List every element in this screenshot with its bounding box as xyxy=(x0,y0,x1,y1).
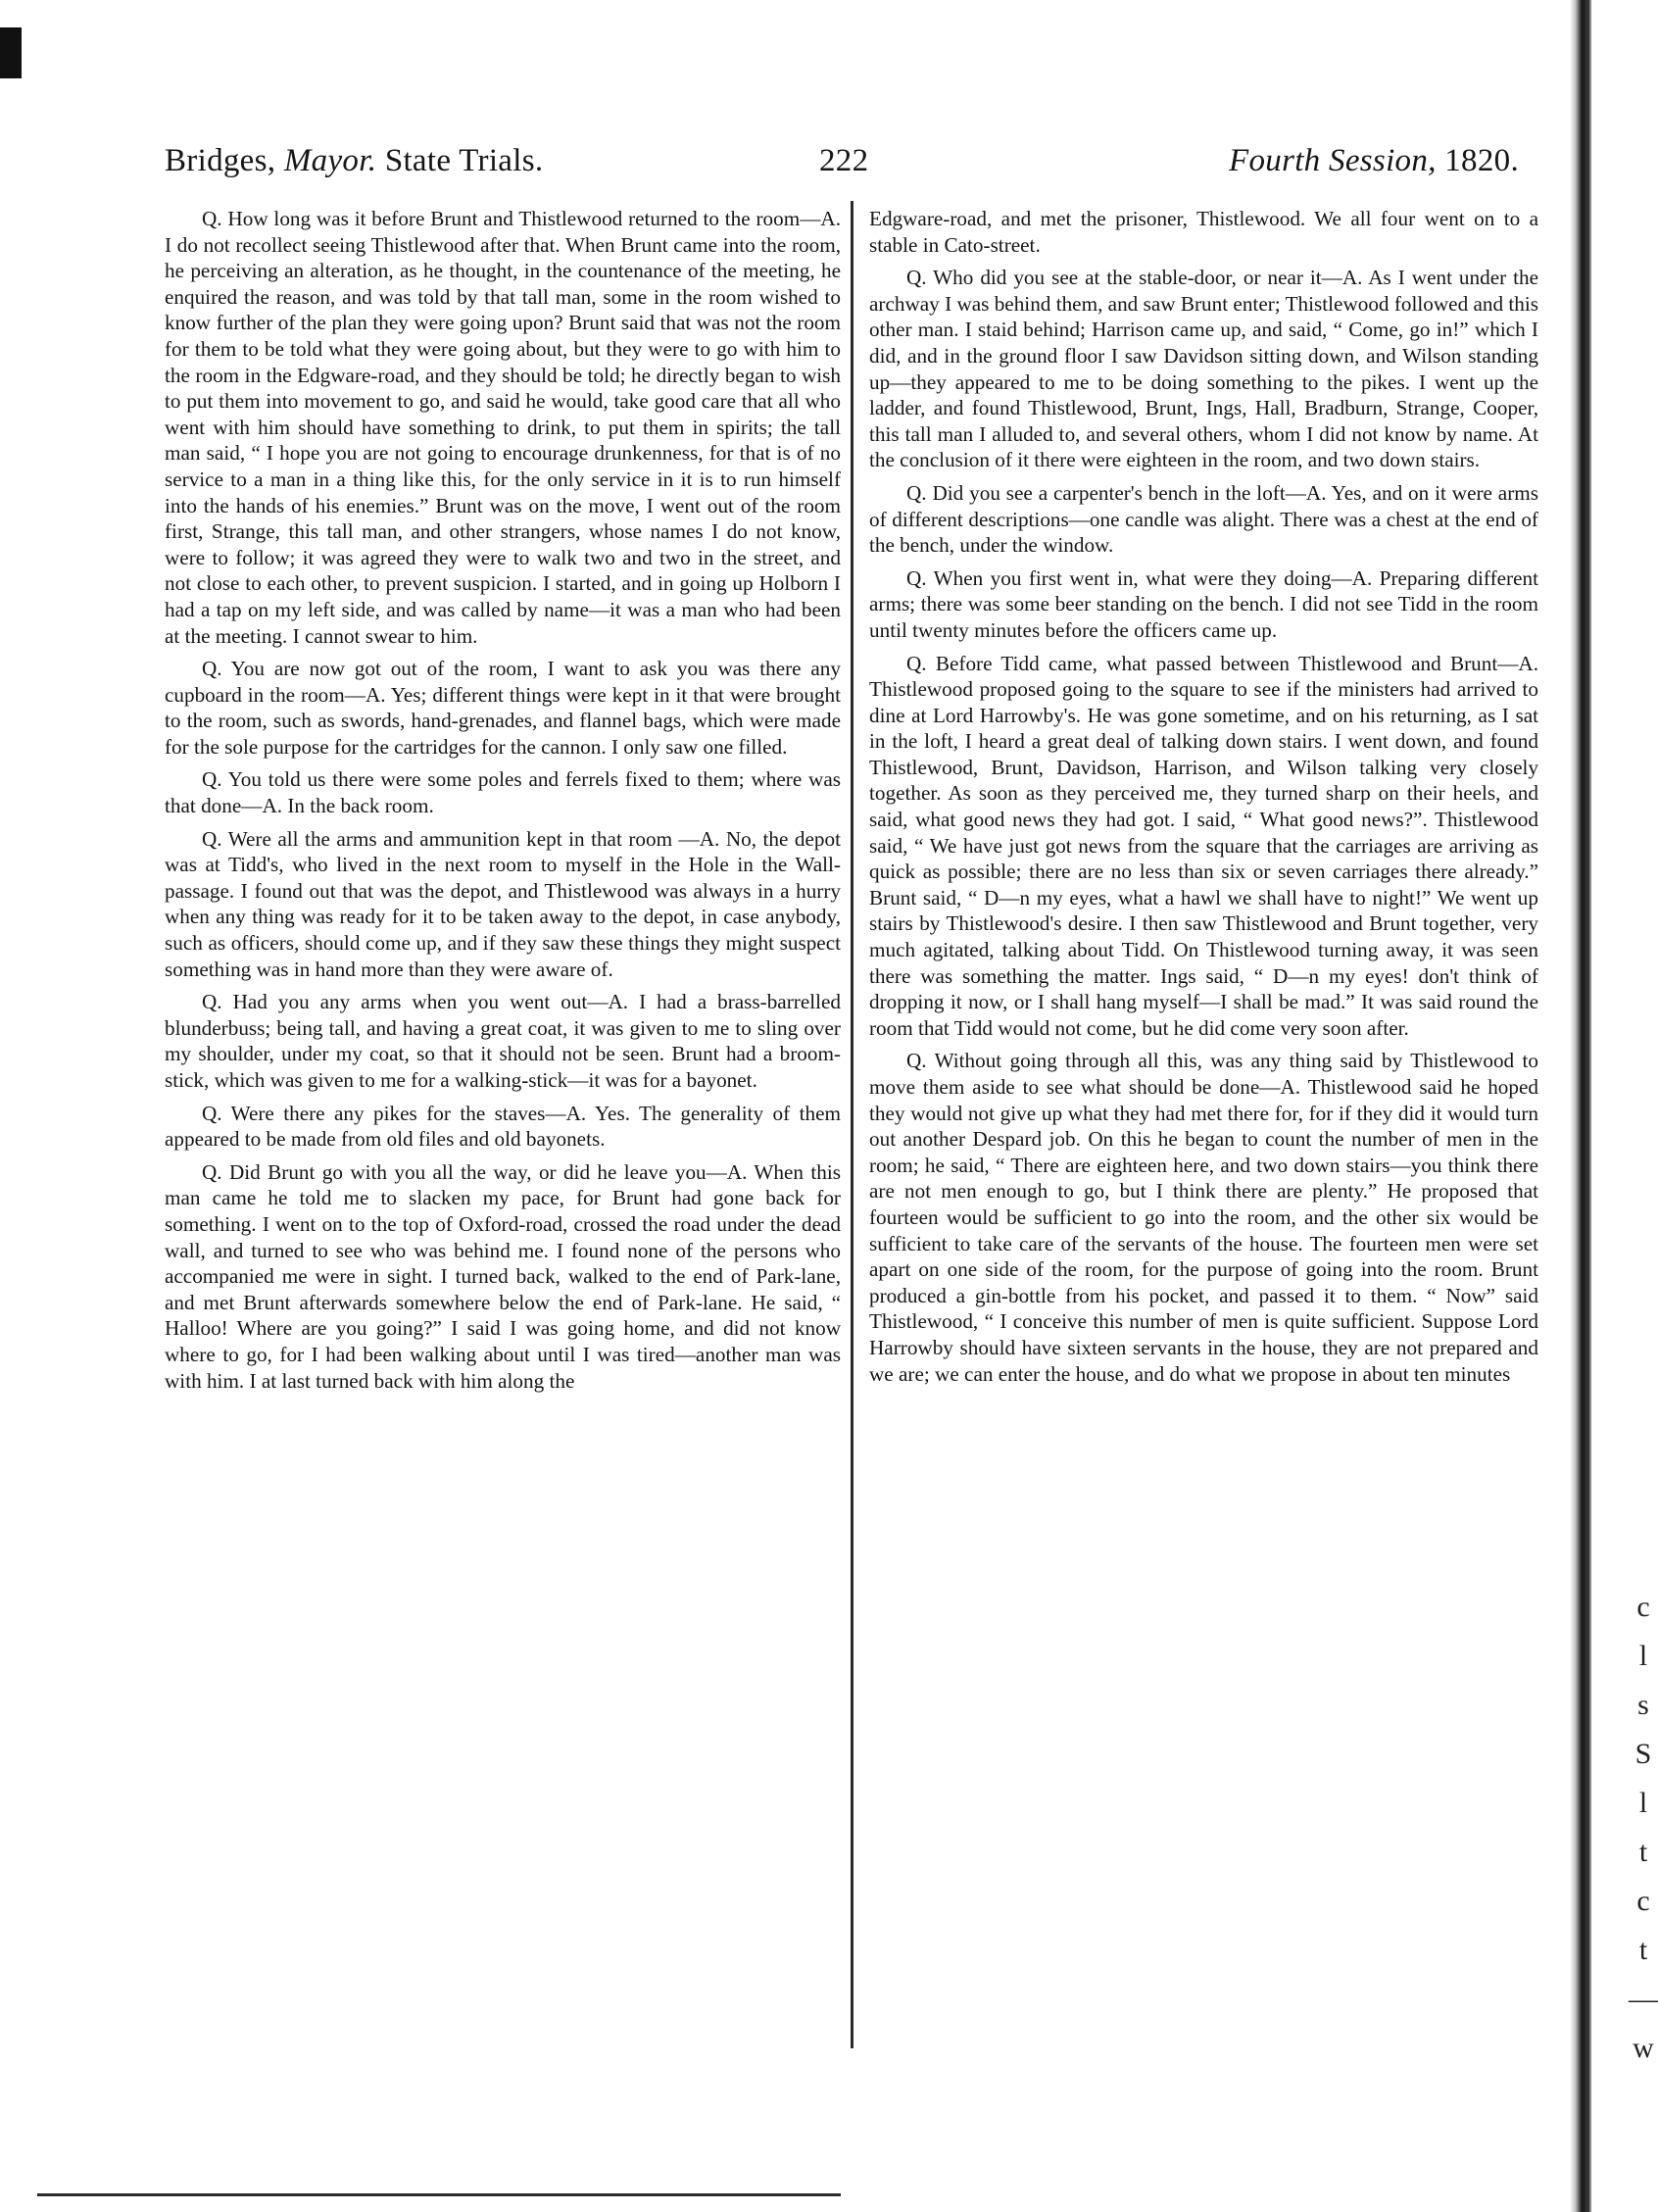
header-left xyxy=(165,143,543,179)
margin-fragment: l xyxy=(1638,1787,1648,1819)
right-column xyxy=(869,206,1538,2138)
left-column xyxy=(165,206,841,2138)
binding-edge xyxy=(1585,0,1591,2212)
header-year: 1820. xyxy=(1444,143,1519,178)
margin-fragment: c xyxy=(1636,1591,1650,1623)
paragraph: Q. Did Brunt go with you all the way, or did he leave you—A. When this man came he told me to slacken my pace, for Brunt had gone back for something. I went on to the top of Oxford-road, crossed the road under the dead wall, and turned to see who was behind me. I found none of the persons who accompanied me were in sight. I turned back, walked to the end of Park-lane, and met Brunt afterwards somewhere below the end of Park-lane. He said, “ Halloo! Where are you going?” I said I was going home, and did not know where to go, for I had been walking about until I was tired—another man was with him. I at last turned back with him along the xyxy=(165,1159,841,1393)
paragraph: Q. Did you see a carpenter's bench in the loft—A. Yes, and on it were arms of different descriptions—one candle was alight. There was a chest at the end of the bench, under the window. xyxy=(869,480,1538,558)
paragraph: Q. Who did you see at the stable-door, or near it—A. As I went under the archway I was behind them, and saw Brunt enter; Thistlewood followed and this other man. I staid behind; Harrison came up, and said, “ Come, go in!” which I did, and in the ground floor I saw Davidson sitting down, and Wilson standing up—they appeared to me to be doing something to the pikes. I went up the ladder, and found Thistlewood, Brunt, Ings, Hall, Bradburn, Strange, Cooper, this tall man I alluded to, and several others, whom I did not know by name. At the conclusion of it there were eighteen in the room, and two down stairs. xyxy=(869,266,1538,472)
margin-fragment: w xyxy=(1633,2032,1654,2064)
paragraph: Q. How long was it before Brunt and Thistlewood returned to the room—A. I do not recollect seeing Thistlewood after that. When Brunt came into the room, he perceiving an alteration, as he thought, in the countenance of the meeting, he enquired the reason, and was told by that tall man, some in the room wished to know further of the plan they were going upon? Brunt said that was not the room for them to be told what they were going about, but they were to go with him to the room in the Edgware-road, and they should be told; he directly began to wish to put them into movement to go, and said he would, take good care that all who went with him should have something to drink, to put them in spirits; the tall man said, “ I hope you are not going to encourage drunkenness, for that is of no service to a man in a thing like this, for the only service in it is to run himself into the hands of his enemies.” Brunt was on the move, I went out of the room first, Strange, this tall man, and other strangers, whose names I do not know, were to follow; it was agreed they were to walk two and two in the street, and not close to each other, to prevent suspicion. I started, and in going up Holborn I had a tap on my left side, and was called by name—it was a man who had been at the meeting. I cannot swear to him. xyxy=(165,207,841,648)
margin-fragment: c xyxy=(1636,1885,1650,1917)
paragraph: Q. When you first went in, what were they doing—A. Preparing different arms; there was some beer standing on the bench. I did not see Tidd in the room until twenty minutes before the officers came up. xyxy=(869,565,1538,642)
paragraph: Q. You told us there were some poles and ferrels fixed to them; where was that done—A. In the back room. xyxy=(165,767,841,818)
margin-fragment: l xyxy=(1638,1640,1648,1672)
header-title: Mayor. xyxy=(283,143,377,178)
margin-fragment: t xyxy=(1638,1934,1648,1966)
paragraph: Q. Had you any arms when you went out—A. I had a brass-barrelled blunderbuss; being tall, and having a great coat, it was given to me to sling over my shoulder, under my coat, so that it should not be seen. Brunt had a broom-stick, which was given to me for a walking-stick—it was for a bayonet. xyxy=(165,990,841,1092)
running-header xyxy=(165,143,1519,186)
paragraph: Q. Were all the arms and ammunition kept in that room —A. No, the depot was at Tidd's, who lived in the next room to myself in the Hole in the Wall-passage. I found out that was the depot, and Thistlewood was always in a hurry when any thing was ready for it to be taken away to the depot, in case anybody, such as officers, should come up, and if they saw these things they might suspect something was in hand more than they were aware of. xyxy=(165,826,841,981)
paragraph: Q. You are now got out of the room, I want to ask you was there any cupboard in the room—A. Yes; different things were kept in it that were brought to the room, such as swords, hand-grenades, and flannel bags, which were made for the sole purpose for the cartridges for the cannon. I only saw one filled. xyxy=(165,657,841,759)
margin-fragment: t xyxy=(1638,1836,1648,1868)
paragraph: Q. Without going through all this, was any thing said by Thistlewood to move them aside to see what should be done—A. Thistlewood said he hoped they would not give up what they had met there for, for if they did it would turn out another Despard job. On this he began to count the number of men in the room; he said, “ There are eighteen here, and two down stairs—you think there are not men enough to go, but I think there are plenty.” He proposed that fourteen would be sufficient to go into the room, and the other six would be sufficient to take care of the servants of the house. The fourteen men were set apart on one side of the room, for the purpose of going into the room. Brunt produced a gin-bottle from his pocket, and passed it to them. “ Now” said Thistlewood, “ I conceive this number of men is quite sufficient. Suppose Lord Harrowby should have sixteen servants in the house, they are not prepared and we are; we can enter the house, and do what we propose in about ten minutes xyxy=(869,1049,1538,1386)
facing-page-fragments xyxy=(1629,1583,1658,2073)
paragraph: Q. Were there any pikes for the staves—A. Yes. The generality of them appeared to be made from old files and old bayonets. xyxy=(165,1101,841,1152)
margin-fragment: S xyxy=(1634,1738,1652,1770)
margin-fragment: s xyxy=(1637,1689,1649,1721)
column-divider xyxy=(851,201,853,2048)
header-series: State Trials. xyxy=(384,143,544,178)
header-right xyxy=(1229,143,1519,179)
paragraph: Edgware-road, and met the prisoner, Thistlewood. We all four went on to a stable in Cato-street. xyxy=(869,207,1538,257)
footer-rule xyxy=(37,2193,841,2196)
paragraph: Q. Before Tidd came, what passed between Thistlewood and Brunt—A. Thistlewood proposed going to the square to see if the ministers had arrived to dine at Lord Harrowby's. He was gone sometime, and on his returning, as I sat in the loft, I heard a great deal of talking down stairs. I went down, and found Thistlewood, Brunt, Davidson, Harrison, and Wilson talking very closely together. As soon as they perceived me, they turned sharp on their heels, and said, what good news they had got. I said, “ What good news?”. Thistlewood said, “ We have just got news from the square that the carriages are arriving as quick as possible; there are no less than six or seven carriages there already.” Brunt said, “ D—n my eyes, what a hawl we shall have to night!” We went up stairs by Thistlewood's desire. I then saw Thistlewood and Brunt together, very much agitated, talking about Tidd. On Thistlewood turning away, it was seen there was something the matter. Ings said, “ D—n my eyes! don't think of dropping it now, or I shall hang myself—I shall be mad.” It was said round the room that Tidd would not come, but he did come very soon after. xyxy=(869,651,1538,1040)
margin-fragment: — xyxy=(1629,1983,1658,2015)
page-edge-mark xyxy=(0,27,22,78)
header-session: Fourth Session, xyxy=(1229,143,1437,178)
page-number: 222 xyxy=(819,143,869,178)
header-name: Bridges, xyxy=(165,143,276,178)
